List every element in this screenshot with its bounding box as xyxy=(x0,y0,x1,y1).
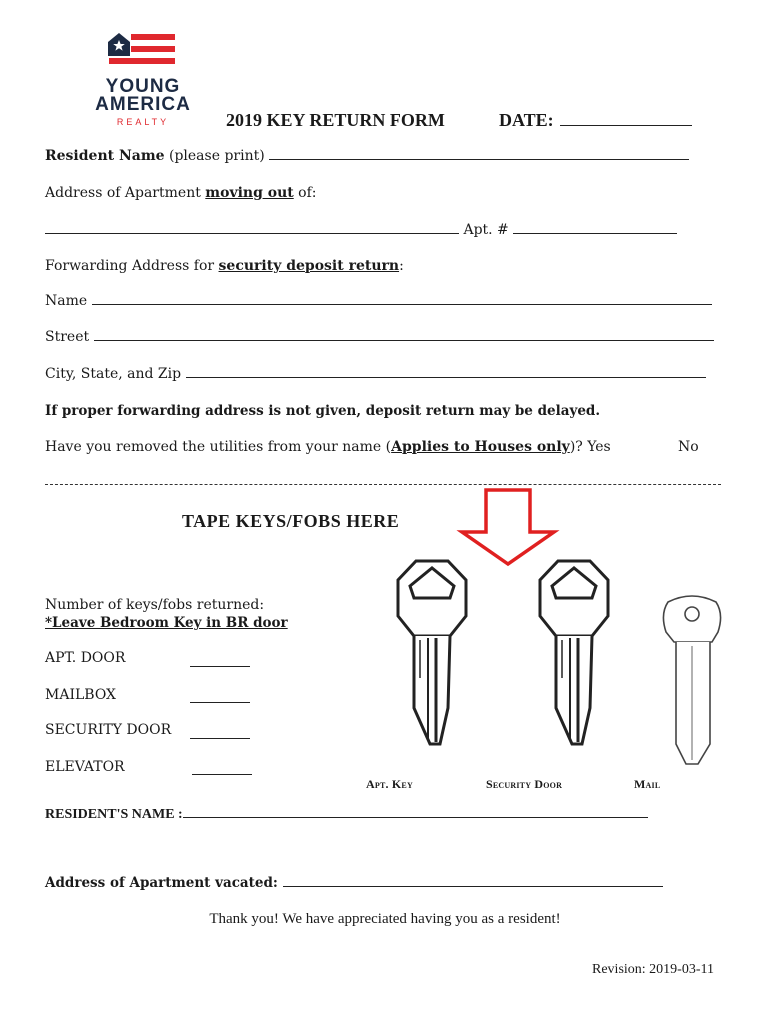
forwarding-name-label: Name xyxy=(45,293,88,309)
forwarding-city-input-line[interactable] xyxy=(186,377,706,378)
logo-text-realty: REALTY xyxy=(116,117,170,127)
utilities-label-pre: Have you removed the utilities from your name ( xyxy=(45,439,392,455)
mailbox-label: MAILBOX xyxy=(45,687,117,703)
elevator-count-line[interactable] xyxy=(192,774,252,775)
cut-divider xyxy=(45,484,721,485)
mail-key-icon xyxy=(658,594,728,770)
date-field xyxy=(499,110,692,131)
tape-keys-heading: TAPE KEYS/FOBS HERE xyxy=(182,511,400,531)
apt-key-icon xyxy=(392,558,472,750)
logo-text-america: AMERICA xyxy=(95,94,191,115)
security-door-key-caption: Security Door xyxy=(486,777,563,791)
resident-name-input-line[interactable] xyxy=(269,159,689,160)
forwarding-label-post: : xyxy=(399,258,404,274)
security-door-key-icon xyxy=(534,558,614,750)
moving-out-emphasis: moving out xyxy=(205,185,294,201)
forwarding-street-input-line[interactable] xyxy=(94,340,714,341)
keys-count-label: Number of keys/fobs returned: xyxy=(45,597,265,613)
resident-name-row xyxy=(45,148,689,164)
forwarding-street-row xyxy=(45,329,714,345)
footer-address-label: Address of Apartment vacated: xyxy=(45,875,278,891)
mail-key-caption: Mail xyxy=(634,777,661,791)
address-label-pre: Address of Apartment xyxy=(45,185,206,201)
forwarding-street-label: Street xyxy=(45,329,90,345)
down-arrow-icon xyxy=(456,488,560,568)
apt-door-count-line[interactable] xyxy=(190,666,250,667)
forwarding-address-label xyxy=(45,258,404,274)
forwarding-city-label: City, State, and Zip xyxy=(45,366,182,382)
mailbox-count-line[interactable] xyxy=(190,702,250,703)
utilities-no-label[interactable]: No xyxy=(678,439,699,455)
bedroom-note-text: *Leave Bedroom Key in BR door xyxy=(45,615,288,631)
apt-door-label: APT. DOOR xyxy=(45,650,126,666)
security-deposit-emphasis: security deposit return xyxy=(218,258,400,274)
address-moving-out-label xyxy=(45,185,317,201)
apt-input-line[interactable] xyxy=(513,233,677,234)
forwarding-warning: If proper forwarding address is not given, deposit return may be delayed. xyxy=(45,403,601,419)
forwarding-name-input-line[interactable] xyxy=(92,304,712,305)
security-door-count-line[interactable] xyxy=(190,738,250,739)
form-title-text: 2019 KEY RETURN FORM xyxy=(226,110,445,130)
address-label-post: of: xyxy=(293,185,317,201)
logo-text-young: YOUNG xyxy=(105,76,181,97)
forwarding-city-row xyxy=(45,366,706,382)
thank-you-note: Thank you! We have appreciated having you as a resident! xyxy=(209,911,561,927)
form-title xyxy=(226,110,445,131)
utilities-question xyxy=(45,439,611,455)
revision-stamp: Revision: 2019-03-11 xyxy=(592,962,714,977)
footer-resident-name-input-line[interactable] xyxy=(183,817,648,818)
elevator-label: ELEVATOR xyxy=(45,759,125,775)
forwarding-name-row xyxy=(45,293,712,309)
footer-address-row xyxy=(45,875,663,891)
house-flag-icon xyxy=(88,30,198,74)
footer-resident-name-row xyxy=(45,807,648,823)
bedroom-key-note xyxy=(45,615,288,631)
footer-resident-name-label: RESIDENT'S NAME : xyxy=(45,807,183,822)
utilities-yes-label[interactable]: )? Yes xyxy=(569,439,611,455)
apt-key-caption: Apt. Key xyxy=(366,777,413,791)
address-input-line[interactable] xyxy=(45,233,459,234)
company-logo xyxy=(88,30,198,130)
resident-name-label: Resident Name xyxy=(45,148,165,164)
houses-only-emphasis: Applies to Houses only xyxy=(391,439,570,455)
forwarding-label-pre: Forwarding Address for xyxy=(45,258,219,274)
apt-label: Apt. # xyxy=(463,222,509,238)
security-door-label: SECURITY DOOR xyxy=(45,722,172,738)
date-input-line[interactable] xyxy=(560,125,692,126)
resident-name-hint: (please print) xyxy=(169,148,265,164)
date-label: DATE: xyxy=(499,110,554,130)
footer-address-input-line[interactable] xyxy=(283,886,663,887)
address-apt-row xyxy=(45,222,677,238)
